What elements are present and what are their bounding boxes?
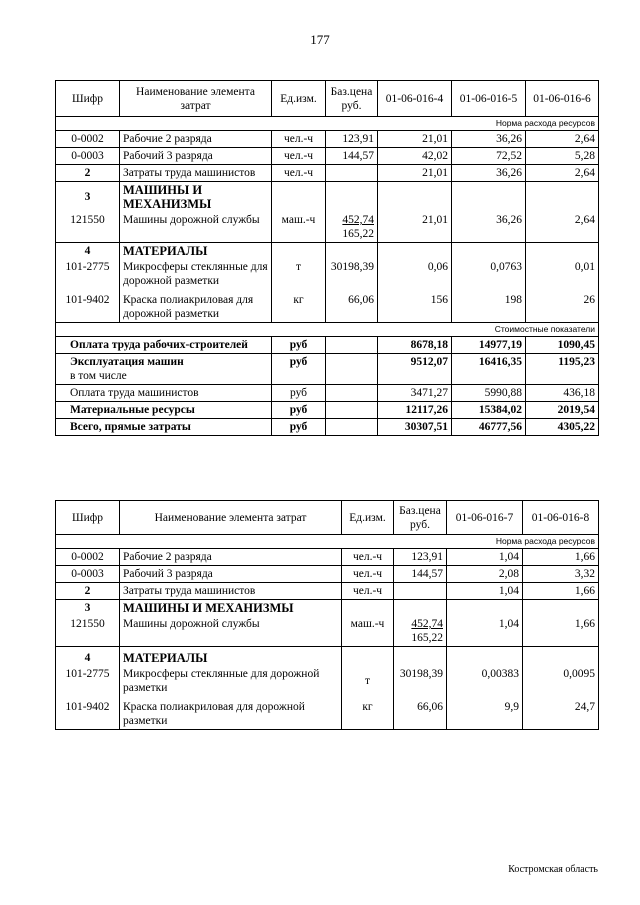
header-col-3: 01-06-016-6 (526, 81, 599, 117)
resource-table-2 (55, 500, 599, 730)
header-col-1: 01-06-016-7 (447, 501, 523, 535)
row-value: 21,01 (378, 212, 452, 243)
row-price: 30198,39 (394, 666, 447, 696)
section-row (56, 182, 599, 213)
table-row (56, 549, 599, 566)
row-unit: кг (342, 696, 394, 730)
cost-unit: руб (272, 354, 326, 385)
cost-value: 1090,45 (526, 337, 599, 354)
table-row (56, 583, 599, 600)
cost-name: Оплата труда рабочих-строителей (56, 337, 272, 354)
row-unit: чел.-ч (342, 583, 394, 600)
table-header-row (56, 501, 599, 535)
section-row (56, 600, 599, 617)
row-price (394, 616, 447, 647)
row-name: Рабочие 2 разряда (120, 131, 272, 148)
row-unit: чел.-ч (272, 148, 326, 165)
row-value: 2,08 (447, 566, 523, 583)
header-price: Баз.цена руб. (326, 81, 378, 117)
norm-subheader: Норма расхода ресурсов (56, 535, 599, 549)
table-row (56, 131, 599, 148)
cost-value: 1195,23 (526, 354, 599, 385)
price-current: 452,74 (411, 618, 443, 630)
section-row (56, 243, 599, 260)
header-unit: Ед.изм. (342, 501, 394, 535)
section-code: 3 (56, 600, 120, 617)
header-col-2: 01-06-016-8 (523, 501, 599, 535)
row-price (394, 583, 447, 600)
row-value: 26 (526, 289, 599, 323)
cost-row (56, 385, 599, 402)
cost-value: 9512,07 (378, 354, 452, 385)
row-value: 1,66 (523, 616, 599, 647)
cost-value: 4305,22 (526, 419, 599, 436)
row-value: 24,7 (523, 696, 599, 730)
row-code: 0-0002 (56, 549, 120, 566)
row-value: 36,26 (452, 165, 526, 182)
row-value: 1,04 (447, 583, 523, 600)
row-price: 66,06 (394, 696, 447, 730)
cost-row (56, 419, 599, 436)
row-unit: чел.-ч (272, 131, 326, 148)
row-code: 101-9402 (56, 289, 120, 323)
row-unit: чел.-ч (272, 165, 326, 182)
row-code: 2 (56, 165, 120, 182)
row-price: 144,57 (326, 148, 378, 165)
cost-name: Оплата труда машинистов (56, 385, 272, 402)
row-name: Микросферы стеклянные для дорожной разметки (120, 259, 272, 289)
header-code: Шифр (56, 81, 120, 117)
row-value: 21,01 (378, 131, 452, 148)
row-unit: маш.-ч (272, 212, 326, 243)
cost-value: 14977,19 (452, 337, 526, 354)
header-code: Шифр (56, 501, 120, 535)
row-name: Микросферы стеклянные для дорожной разметки (120, 666, 342, 696)
row-value: 1,66 (523, 549, 599, 566)
row-value: 0,00383 (447, 666, 523, 696)
section-title: МАТЕРИАЛЫ (120, 243, 272, 260)
page-number: 177 (310, 32, 330, 47)
price-secondary: 165,22 (342, 228, 374, 240)
cost-unit: руб (272, 337, 326, 354)
row-code: 101-2775 (56, 666, 120, 696)
row-name: Затраты труда машинистов (120, 165, 272, 182)
row-value: 156 (378, 289, 452, 323)
footer-region: Костромская область (508, 864, 598, 875)
section-title: МАШИНЫ И МЕХАНИЗМЫ (120, 600, 342, 617)
header-name: Наименование элемента затрат (120, 81, 272, 117)
table-row (56, 212, 599, 243)
row-value: 0,0763 (452, 259, 526, 289)
table-header-row (56, 81, 599, 117)
row-value: 3,32 (523, 566, 599, 583)
row-code: 121550 (56, 616, 120, 647)
row-name: Краска полиакриловая для дорожной разметки (120, 289, 272, 323)
row-value: 0,0095 (523, 666, 599, 696)
row-value: 1,04 (447, 616, 523, 647)
row-price: 66,06 (326, 289, 378, 323)
row-value: 42,02 (378, 148, 452, 165)
row-name: Рабочий 3 разряда (120, 566, 342, 583)
header-unit: Ед.изм. (272, 81, 326, 117)
row-code: 121550 (56, 212, 120, 243)
cost-name: Материальные ресурсы (56, 402, 272, 419)
row-name: Машины дорожной службы (120, 212, 272, 243)
resource-table-1 (55, 80, 599, 436)
row-price: 30198,39 (326, 259, 378, 289)
cost-value: 30307,51 (378, 419, 452, 436)
cost-value: 2019,54 (526, 402, 599, 419)
table-row (56, 148, 599, 165)
row-code: 0-0002 (56, 131, 120, 148)
row-value: 1,66 (523, 583, 599, 600)
row-price (326, 212, 378, 243)
cost-value: 436,18 (526, 385, 599, 402)
row-value: 21,01 (378, 165, 452, 182)
row-code: 101-2775 (56, 259, 120, 289)
row-price: 123,91 (394, 549, 447, 566)
row-value: 0,06 (378, 259, 452, 289)
subheader-row (56, 117, 599, 131)
row-value: 9,9 (447, 696, 523, 730)
row-unit: т (272, 259, 326, 289)
header-col-2: 01-06-016-5 (452, 81, 526, 117)
cost-name: Эксплуатация машин (70, 356, 184, 368)
row-value: 198 (452, 289, 526, 323)
cost-row (56, 402, 599, 419)
section-row (56, 647, 599, 667)
table-row (56, 259, 599, 289)
cost-unit: руб (272, 419, 326, 436)
row-value: 72,52 (452, 148, 526, 165)
row-code: 101-9402 (56, 696, 120, 730)
row-value: 5,28 (526, 148, 599, 165)
row-unit: т (342, 666, 394, 696)
cost-unit: руб (272, 385, 326, 402)
row-value: 2,64 (526, 212, 599, 243)
subheader-row (56, 535, 599, 549)
row-unit: кг (272, 289, 326, 323)
row-unit: чел.-ч (342, 549, 394, 566)
header-col-1: 01-06-016-4 (378, 81, 452, 117)
row-code: 0-0003 (56, 148, 120, 165)
cost-value: 12117,26 (378, 402, 452, 419)
cost-value: 16416,35 (452, 354, 526, 385)
section-code: 4 (56, 243, 120, 260)
cost-name-cell (56, 354, 272, 385)
cost-value: 5990,88 (452, 385, 526, 402)
row-name: Рабочие 2 разряда (120, 549, 342, 566)
cost-note: в том числе (70, 370, 127, 382)
section-code: 3 (56, 182, 120, 213)
row-value: 1,04 (447, 549, 523, 566)
cost-value: 46777,56 (452, 419, 526, 436)
row-value: 36,26 (452, 212, 526, 243)
price-current: 452,74 (342, 214, 374, 226)
row-value: 2,64 (526, 165, 599, 182)
row-value: 2,64 (526, 131, 599, 148)
header-name: Наименование элемента затрат (120, 501, 342, 535)
norm-subheader: Норма расхода ресурсов (56, 117, 599, 131)
row-code: 0-0003 (56, 566, 120, 583)
cost-value: 15384,02 (452, 402, 526, 419)
table-row (56, 165, 599, 182)
row-name: Рабочий 3 разряда (120, 148, 272, 165)
table-row (56, 616, 599, 647)
section-title: МАШИНЫ И МЕХАНИЗМЫ (120, 182, 272, 213)
cost-unit: руб (272, 402, 326, 419)
header-price: Баз.цена руб. (394, 501, 447, 535)
cost-row (56, 337, 599, 354)
section-title: МАТЕРИАЛЫ (120, 647, 342, 667)
table-row (56, 566, 599, 583)
row-unit: чел.-ч (342, 566, 394, 583)
table-row (56, 696, 599, 730)
cost-value: 8678,18 (378, 337, 452, 354)
price-secondary: 165,22 (411, 632, 443, 644)
row-price: 144,57 (394, 566, 447, 583)
row-name: Краска полиакриловая для дорожной разметки (120, 696, 342, 730)
cost-name: Всего, прямые затраты (56, 419, 272, 436)
row-name: Машины дорожной службы (120, 616, 342, 647)
row-name: Затраты труда машинистов (120, 583, 342, 600)
section-code: 4 (56, 647, 120, 667)
row-price: 123,91 (326, 131, 378, 148)
cost-value: 3471,27 (378, 385, 452, 402)
cost-row (56, 354, 599, 385)
table-row (56, 289, 599, 323)
row-price (326, 165, 378, 182)
cost-subheader: Стоимостные показатели (56, 323, 599, 337)
row-unit: маш.-ч (342, 616, 394, 647)
table-row (56, 666, 599, 696)
row-value: 36,26 (452, 131, 526, 148)
row-code: 2 (56, 583, 120, 600)
row-value: 0,01 (526, 259, 599, 289)
subheader-row (56, 323, 599, 337)
